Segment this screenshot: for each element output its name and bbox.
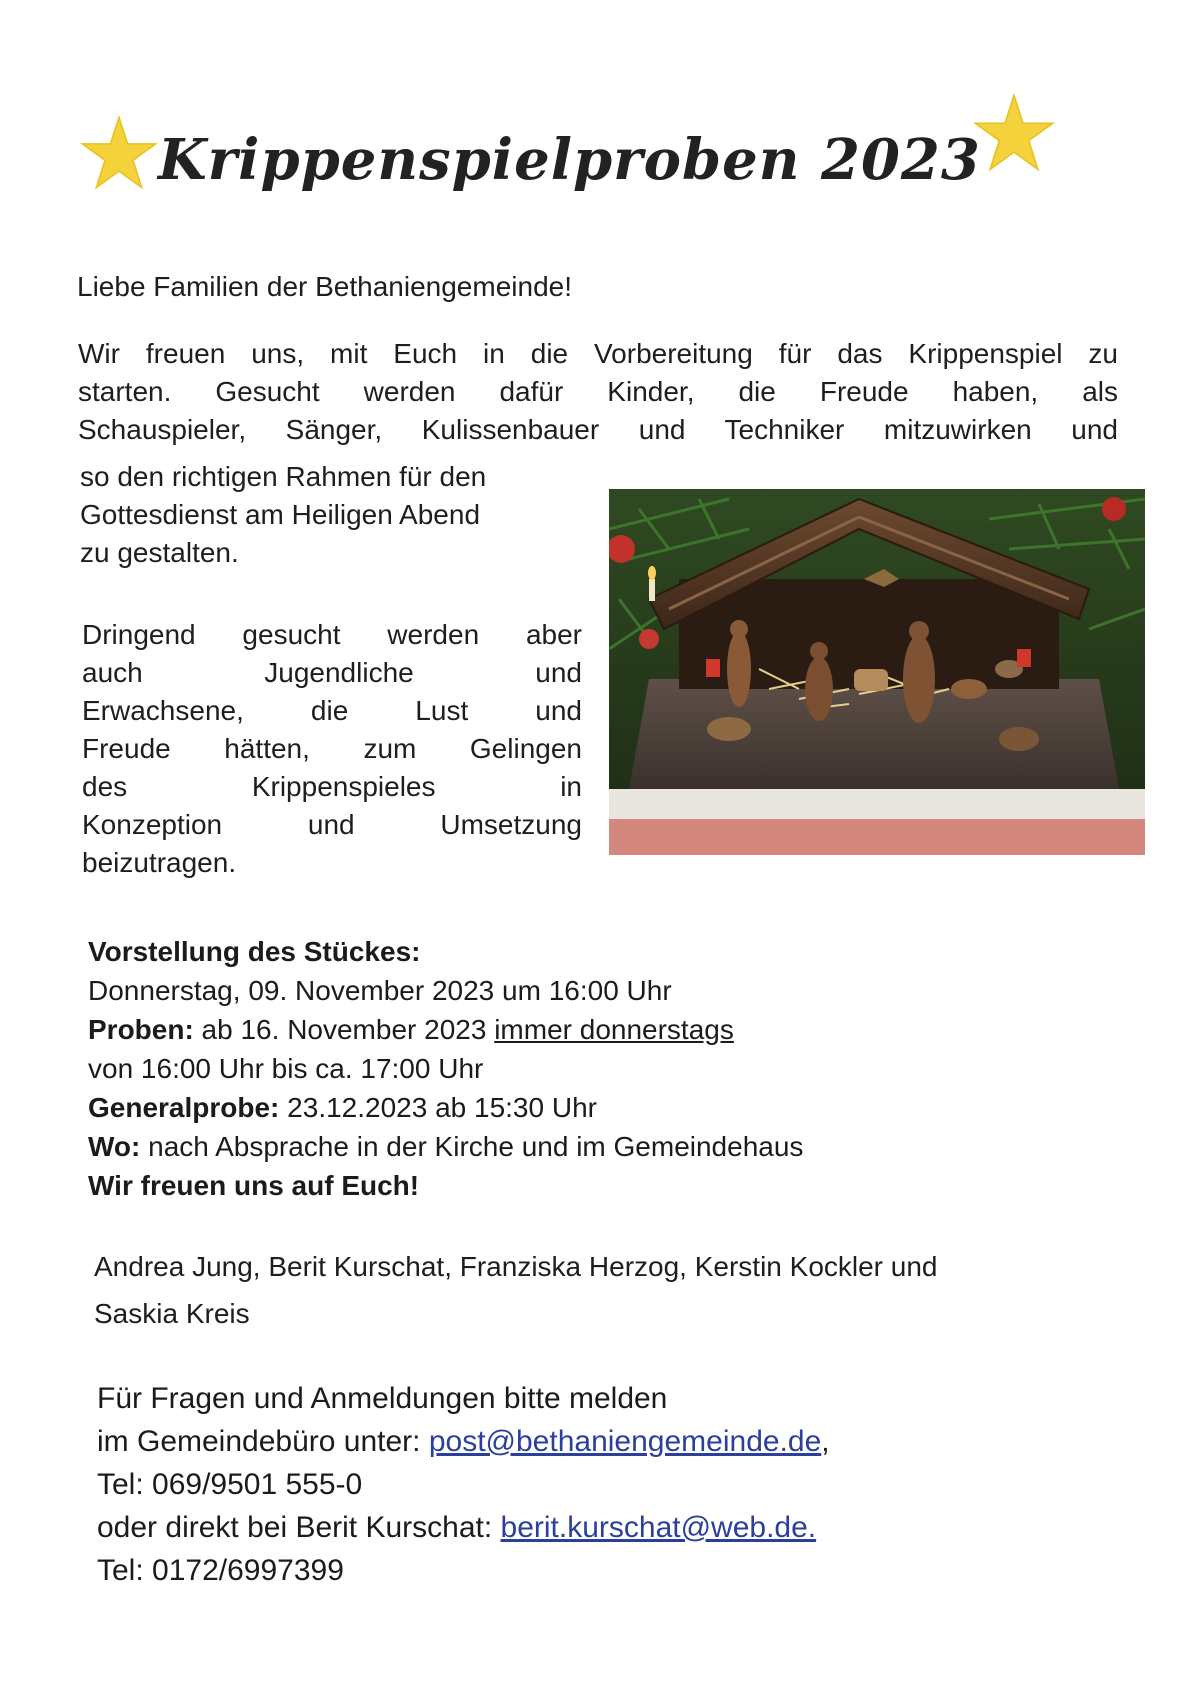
intro-line: so den richtigen Rahmen für den — [80, 461, 487, 492]
intro-line: starten. Gesucht werden dafür Kinder, die Freude haben, als — [78, 376, 1118, 407]
seeking-line: des Krippenspieles in — [82, 771, 582, 802]
dress-rehearsal-label: Generalprobe: — [88, 1092, 280, 1123]
presentation-label: Vorstellung des Stückes: — [88, 936, 421, 967]
direct-contact-line — [97, 1506, 830, 1549]
rehearsals-day: immer donnerstags — [494, 1014, 734, 1045]
location-line — [88, 1127, 803, 1166]
intro-line: Schauspieler, Sänger, Kulissenbauer und Techniker mitzuwirken und — [78, 414, 1118, 445]
organizers — [94, 1243, 1134, 1337]
contact-section — [97, 1377, 830, 1592]
seeking-line: Erwachsene, die Lust und — [82, 695, 582, 726]
event-details — [88, 932, 803, 1205]
star-icon — [80, 115, 158, 193]
direct-phone: Tel: 0172/6997399 — [97, 1554, 344, 1587]
office-suffix: , — [821, 1425, 830, 1458]
location-label: Wo: — [88, 1131, 141, 1162]
intro-line: Gottesdienst am Heiligen Abend — [80, 499, 481, 530]
organizers-line: Saskia Kreis — [94, 1298, 250, 1329]
seeking-paragraph — [82, 616, 582, 882]
intro-line: Wir freuen uns, mit Euch in die Vorbereitung für das Krippenspiel zu — [78, 338, 1118, 369]
seeking-line: auch Jugendliche und — [82, 657, 582, 688]
nativity-scene-photo — [609, 489, 1145, 855]
seeking-line: Dringend gesucht werden aber — [82, 619, 582, 650]
closing-line: Wir freuen uns auf Euch! — [88, 1170, 420, 1201]
presentation-date: Donnerstag, 09. November 2023 um 16:00 Uhr — [88, 975, 672, 1006]
office-phone: Tel: 069/9501 555-0 — [97, 1468, 363, 1501]
rehearsals-line — [88, 1010, 803, 1049]
office-email-link[interactable]: post@bethaniengemeinde.de — [428, 1425, 822, 1458]
intro-paragraph — [78, 335, 1118, 449]
intro-continuation — [80, 458, 580, 572]
dress-rehearsal-line — [88, 1088, 803, 1127]
organizers-line: Andrea Jung, Berit Kurschat, Franziska Herzog, Kerstin Kockler und — [94, 1251, 938, 1282]
direct-prefix: oder direkt bei Berit Kurschat: — [97, 1511, 501, 1544]
office-contact-line — [97, 1420, 830, 1463]
rehearsals-time: von 16:00 Uhr bis ca. 17:00 Uhr — [88, 1053, 484, 1084]
seeking-line: Freude hätten, zum Gelingen — [82, 733, 582, 764]
greeting: Liebe Familien der Bethaniengemeinde! — [77, 271, 572, 302]
header — [80, 105, 1080, 215]
nativity-scene-image — [609, 489, 1145, 855]
contact-heading: Für Fragen und Anmeldungen bitte melden — [97, 1382, 668, 1415]
page-title: Krippenspielproben 2023 — [158, 127, 981, 193]
rehearsals-label: Proben: — [88, 1014, 194, 1045]
intro-line: zu gestalten. — [80, 537, 239, 568]
rehearsals-start: ab 16. November 2023 — [193, 1014, 495, 1045]
seeking-line: beizutragen. — [82, 847, 237, 878]
seeking-line: Konzeption und Umsetzung — [82, 809, 582, 840]
star-icon — [973, 93, 1055, 175]
location-value: nach Absprache in der Kirche und im Gemeindehaus — [140, 1131, 804, 1162]
direct-email-link[interactable]: berit.kurschat@web.de. — [500, 1511, 817, 1544]
office-prefix: im Gemeindebüro unter: — [97, 1425, 429, 1458]
dress-rehearsal-date: 23.12.2023 ab 15:30 Uhr — [279, 1092, 597, 1123]
